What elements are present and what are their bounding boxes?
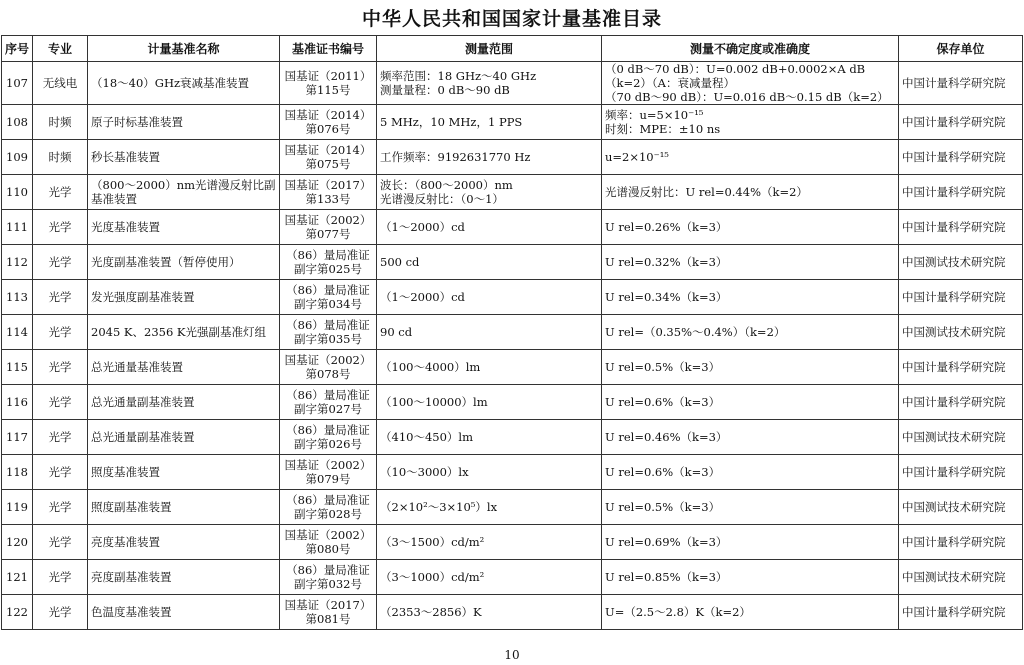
cell-cert-line: 第133号: [305, 192, 351, 206]
cell-uncertainty: [602, 385, 899, 420]
cell-no: 110: [2, 175, 33, 210]
cell-institute: 中国计量科学研究院: [899, 525, 1023, 560]
cell-cert-line: 国基证（2002）: [284, 353, 372, 367]
cell-uncertainty-line: U rel=0.69%（k=3）: [605, 535, 728, 549]
page-title: 中华人民共和国国家计量基准目录: [361, 8, 662, 30]
cell-uncertainty-line: U rel=0.5%（k=3）: [605, 500, 721, 514]
cell-field: 时频: [33, 105, 88, 140]
cell-cert: [280, 490, 377, 525]
cell-cert-line: 第115号: [305, 83, 351, 97]
cell-uncertainty-line: U rel=0.6%（k=3）: [605, 395, 721, 409]
cell-uncertainty-line: （70 dB～90 dB）：U=0.016 dB～0.15 dB（k=2）: [605, 90, 889, 104]
cell-no: 116: [2, 385, 33, 420]
cell-no: 119: [2, 490, 33, 525]
cell-uncertainty: [602, 315, 899, 350]
cell-cert: [280, 350, 377, 385]
cell-uncertainty: [602, 490, 899, 525]
cell-uncertainty-line: U=（2.5～2.8）K（k=2）: [605, 605, 751, 619]
cell-cert-line: （86）量局准证: [286, 283, 370, 297]
cell-cert-line: 第077号: [305, 227, 351, 241]
table-row: [2, 455, 1023, 490]
table-row: [2, 175, 1023, 210]
cell-institute: 中国计量科学研究院: [899, 105, 1023, 140]
cell-uncertainty: [602, 350, 899, 385]
cell-no: 108: [2, 105, 33, 140]
cell-range-line: （10～3000）lx: [380, 465, 469, 479]
cell-cert: [280, 525, 377, 560]
table-row: [2, 525, 1023, 560]
cell-cert-line: 第075号: [305, 157, 351, 171]
cell-name: （18～40）GHz衰减基准装置: [88, 62, 280, 105]
table-row: [2, 420, 1023, 455]
cell-name: 秒长基准装置: [88, 140, 280, 175]
table-row: [2, 595, 1023, 630]
cell-range: [377, 560, 602, 595]
cell-range: [377, 385, 602, 420]
cell-cert: [280, 560, 377, 595]
cell-uncertainty: [602, 245, 899, 280]
cell-cert: [280, 62, 377, 105]
cell-name: 光度副基准装置（暂停使用）: [88, 245, 280, 280]
cell-cert-line: 第079号: [305, 472, 351, 486]
cell-cert: [280, 455, 377, 490]
cell-cert-line: （86）量局准证: [286, 388, 370, 402]
cell-cert-line: 第078号: [305, 367, 351, 381]
table-row: [2, 490, 1023, 525]
cell-cert: [280, 280, 377, 315]
cell-institute: 中国测试技术研究院: [899, 245, 1023, 280]
cell-cert-line: 国基证（2011）: [284, 69, 372, 83]
cell-range-line: （100～4000）lm: [380, 360, 481, 374]
cell-uncertainty-line: 频率：u=5×10⁻¹⁵: [605, 108, 704, 122]
cell-range-line: 光谱漫反射比：（0～1）: [380, 192, 504, 206]
cell-no: 107: [2, 62, 33, 105]
cell-institute: 中国计量科学研究院: [899, 62, 1023, 105]
cell-no: 112: [2, 245, 33, 280]
table-row: [2, 280, 1023, 315]
cell-uncertainty-line: U rel=0.32%（k=3）: [605, 255, 728, 269]
cell-institute: 中国测试技术研究院: [899, 560, 1023, 595]
cell-uncertainty: [602, 595, 899, 630]
page-number: 10: [504, 648, 520, 662]
cell-name: （800～2000）nm光谱漫反射比副基准装置: [88, 175, 280, 210]
cell-uncertainty: [602, 525, 899, 560]
cell-range-line: 90 cd: [380, 325, 413, 339]
cell-name: 亮度基准装置: [88, 525, 280, 560]
cell-name: 总光通量基准装置: [88, 350, 280, 385]
cell-cert-line: 国基证（2002）: [284, 213, 372, 227]
table-header-row: [2, 36, 1023, 62]
cell-uncertainty: [602, 455, 899, 490]
cell-range: [377, 315, 602, 350]
cell-name: 照度副基准装置: [88, 490, 280, 525]
cell-field: 光学: [33, 175, 88, 210]
cell-field: 时频: [33, 140, 88, 175]
cell-name: 光度基准装置: [88, 210, 280, 245]
cell-uncertainty-line: （k=2）（A：衰减量程）: [605, 76, 735, 90]
cell-cert-line: 副字第035号: [294, 332, 362, 346]
cell-uncertainty: [602, 62, 899, 105]
cell-field: 光学: [33, 280, 88, 315]
cell-cert-line: 副字第026号: [294, 437, 362, 451]
cell-field: 光学: [33, 245, 88, 280]
cell-field: 光学: [33, 560, 88, 595]
cell-name: 发光强度副基准装置: [88, 280, 280, 315]
header-cert: 基准证书编号: [280, 36, 377, 62]
cell-uncertainty: [602, 420, 899, 455]
table-row: [2, 245, 1023, 280]
cell-institute: 中国测试技术研究院: [899, 315, 1023, 350]
cell-institute: 中国计量科学研究院: [899, 140, 1023, 175]
cell-uncertainty-line: u=2×10⁻¹⁵: [605, 150, 669, 164]
cell-field: 光学: [33, 455, 88, 490]
cell-uncertainty-line: U rel=0.34%（k=3）: [605, 290, 728, 304]
cell-range-line: （2353～2856）K: [380, 605, 482, 619]
table-row: [2, 140, 1023, 175]
cell-range: [377, 350, 602, 385]
cell-no: 115: [2, 350, 33, 385]
cell-uncertainty-line: U rel=0.85%（k=3）: [605, 570, 728, 584]
cell-institute: 中国计量科学研究院: [899, 350, 1023, 385]
cell-cert-line: （86）量局准证: [286, 318, 370, 332]
cell-range: [377, 175, 602, 210]
cell-range-line: （2×10²～3×10⁵）lx: [380, 500, 498, 514]
cell-institute: 中国计量科学研究院: [899, 385, 1023, 420]
cell-no: 114: [2, 315, 33, 350]
cell-no: 122: [2, 595, 33, 630]
cell-institute: 中国计量科学研究院: [899, 210, 1023, 245]
cell-range-line: （410～450）lm: [380, 430, 473, 444]
cell-uncertainty: [602, 210, 899, 245]
cell-field: 光学: [33, 595, 88, 630]
cell-field: 光学: [33, 210, 88, 245]
cell-no: 109: [2, 140, 33, 175]
cell-uncertainty: [602, 560, 899, 595]
cell-cert: [280, 140, 377, 175]
cell-field: 无线电: [33, 62, 88, 105]
cell-name: 色温度基准装置: [88, 595, 280, 630]
cell-name: 照度基准装置: [88, 455, 280, 490]
cell-cert: [280, 210, 377, 245]
cell-cert-line: 副字第027号: [294, 402, 362, 416]
header-no: 序号: [2, 36, 33, 62]
cell-institute: 中国计量科学研究院: [899, 280, 1023, 315]
cell-uncertainty-line: U rel=0.46%（k=3）: [605, 430, 728, 444]
cell-no: 111: [2, 210, 33, 245]
cell-uncertainty-line: U rel=0.5%（k=3）: [605, 360, 721, 374]
cell-institute: 中国计量科学研究院: [899, 595, 1023, 630]
cell-cert-line: 第080号: [305, 542, 351, 556]
cell-range: [377, 420, 602, 455]
cell-range-line: （100～10000）lm: [380, 395, 488, 409]
cell-field: 光学: [33, 525, 88, 560]
header-institute: 保存单位: [899, 36, 1023, 62]
cell-name: 总光通量副基准装置: [88, 420, 280, 455]
cell-cert: [280, 385, 377, 420]
header-name: 计量基准名称: [88, 36, 280, 62]
cell-cert: [280, 175, 377, 210]
cell-name: 2045 K、2356 K光强副基准灯组: [88, 315, 280, 350]
cell-range-line: （1～2000）cd: [380, 220, 465, 234]
table-row: [2, 105, 1023, 140]
cell-cert-line: 国基证（2002）: [284, 528, 372, 542]
cell-cert-line: （86）量局准证: [286, 248, 370, 262]
cell-uncertainty-line: 光谱漫反射比：U rel=0.44%（k=2）: [605, 185, 808, 199]
cell-institute: 中国计量科学研究院: [899, 455, 1023, 490]
cell-field: 光学: [33, 385, 88, 420]
cell-cert-line: 副字第032号: [294, 577, 362, 591]
cell-institute: 中国计量科学研究院: [899, 175, 1023, 210]
cell-cert: [280, 420, 377, 455]
cell-range-line: 5 MHz，10 MHz，1 PPS: [380, 115, 523, 129]
cell-name: 总光通量副基准装置: [88, 385, 280, 420]
cell-no: 120: [2, 525, 33, 560]
cell-cert-line: （86）量局准证: [286, 493, 370, 507]
cell-name: 亮度副基准装置: [88, 560, 280, 595]
table-row: [2, 210, 1023, 245]
cell-range: [377, 105, 602, 140]
cell-cert-line: 第081号: [305, 612, 351, 626]
cell-range-line: 工作频率：9192631770 Hz: [380, 150, 531, 164]
cell-uncertainty: [602, 105, 899, 140]
header-range: 测量范围: [377, 36, 602, 62]
cell-range: [377, 490, 602, 525]
cell-uncertainty-line: U rel=0.6%（k=3）: [605, 465, 721, 479]
table-row: [2, 315, 1023, 350]
cell-no: 118: [2, 455, 33, 490]
cell-uncertainty-line: U rel=（0.35%～0.4%）（k=2）: [605, 325, 786, 339]
table-row: [2, 62, 1023, 105]
cell-cert-line: 国基证（2014）: [284, 143, 372, 157]
cell-cert-line: 副字第034号: [294, 297, 362, 311]
cell-range-line: 波长：（800～2000）nm: [380, 178, 513, 192]
cell-range-line: （1～2000）cd: [380, 290, 465, 304]
cell-name: 原子时标基准装置: [88, 105, 280, 140]
cell-range: [377, 140, 602, 175]
cell-cert: [280, 315, 377, 350]
cell-field: 光学: [33, 490, 88, 525]
cell-institute: 中国测试技术研究院: [899, 420, 1023, 455]
cell-range: [377, 245, 602, 280]
table-row: [2, 385, 1023, 420]
cell-range: [377, 280, 602, 315]
cell-cert-line: 副字第025号: [294, 262, 362, 276]
cell-range: [377, 455, 602, 490]
cell-no: 113: [2, 280, 33, 315]
cell-cert: [280, 245, 377, 280]
cell-uncertainty-line: U rel=0.26%（k=3）: [605, 220, 728, 234]
cell-field: 光学: [33, 420, 88, 455]
cell-uncertainty-line: （0 dB～70 dB）：U=0.002 dB+0.0002×A dB: [605, 62, 866, 76]
cell-cert: [280, 595, 377, 630]
header-field: 专业: [33, 36, 88, 62]
cell-cert: [280, 105, 377, 140]
cell-cert-line: 第076号: [305, 122, 351, 136]
cell-range-line: 频率范围：18 GHz～40 GHz: [380, 69, 537, 83]
cell-range: [377, 595, 602, 630]
cell-cert-line: （86）量局准证: [286, 563, 370, 577]
cell-field: 光学: [33, 350, 88, 385]
standards-table: [1, 35, 1023, 630]
cell-range-line: （3～1500）cd/m²: [380, 535, 485, 549]
cell-cert-line: 国基证（2017）: [284, 598, 372, 612]
cell-cert-line: 国基证（2017）: [284, 178, 372, 192]
cell-range: [377, 210, 602, 245]
cell-no: 121: [2, 560, 33, 595]
cell-uncertainty: [602, 175, 899, 210]
cell-range-line: 测量量程：0 dB～90 dB: [380, 83, 510, 97]
cell-field: 光学: [33, 315, 88, 350]
table-row: [2, 350, 1023, 385]
cell-cert-line: 国基证（2014）: [284, 108, 372, 122]
table-body: [2, 62, 1023, 630]
cell-uncertainty-line: 时刻：MPE：±10 ns: [605, 122, 721, 136]
cell-cert-line: 国基证（2002）: [284, 458, 372, 472]
cell-institute: 中国测试技术研究院: [899, 490, 1023, 525]
table-row: [2, 560, 1023, 595]
cell-uncertainty: [602, 280, 899, 315]
header-uncertainty: 测量不确定度或准确度: [602, 36, 899, 62]
cell-no: 117: [2, 420, 33, 455]
cell-range: [377, 62, 602, 105]
cell-cert-line: 副字第028号: [294, 507, 362, 521]
cell-range-line: 500 cd: [380, 255, 420, 269]
cell-cert-line: （86）量局准证: [286, 423, 370, 437]
cell-range: [377, 525, 602, 560]
cell-uncertainty: [602, 140, 899, 175]
cell-range-line: （3～1000）cd/m²: [380, 570, 485, 584]
